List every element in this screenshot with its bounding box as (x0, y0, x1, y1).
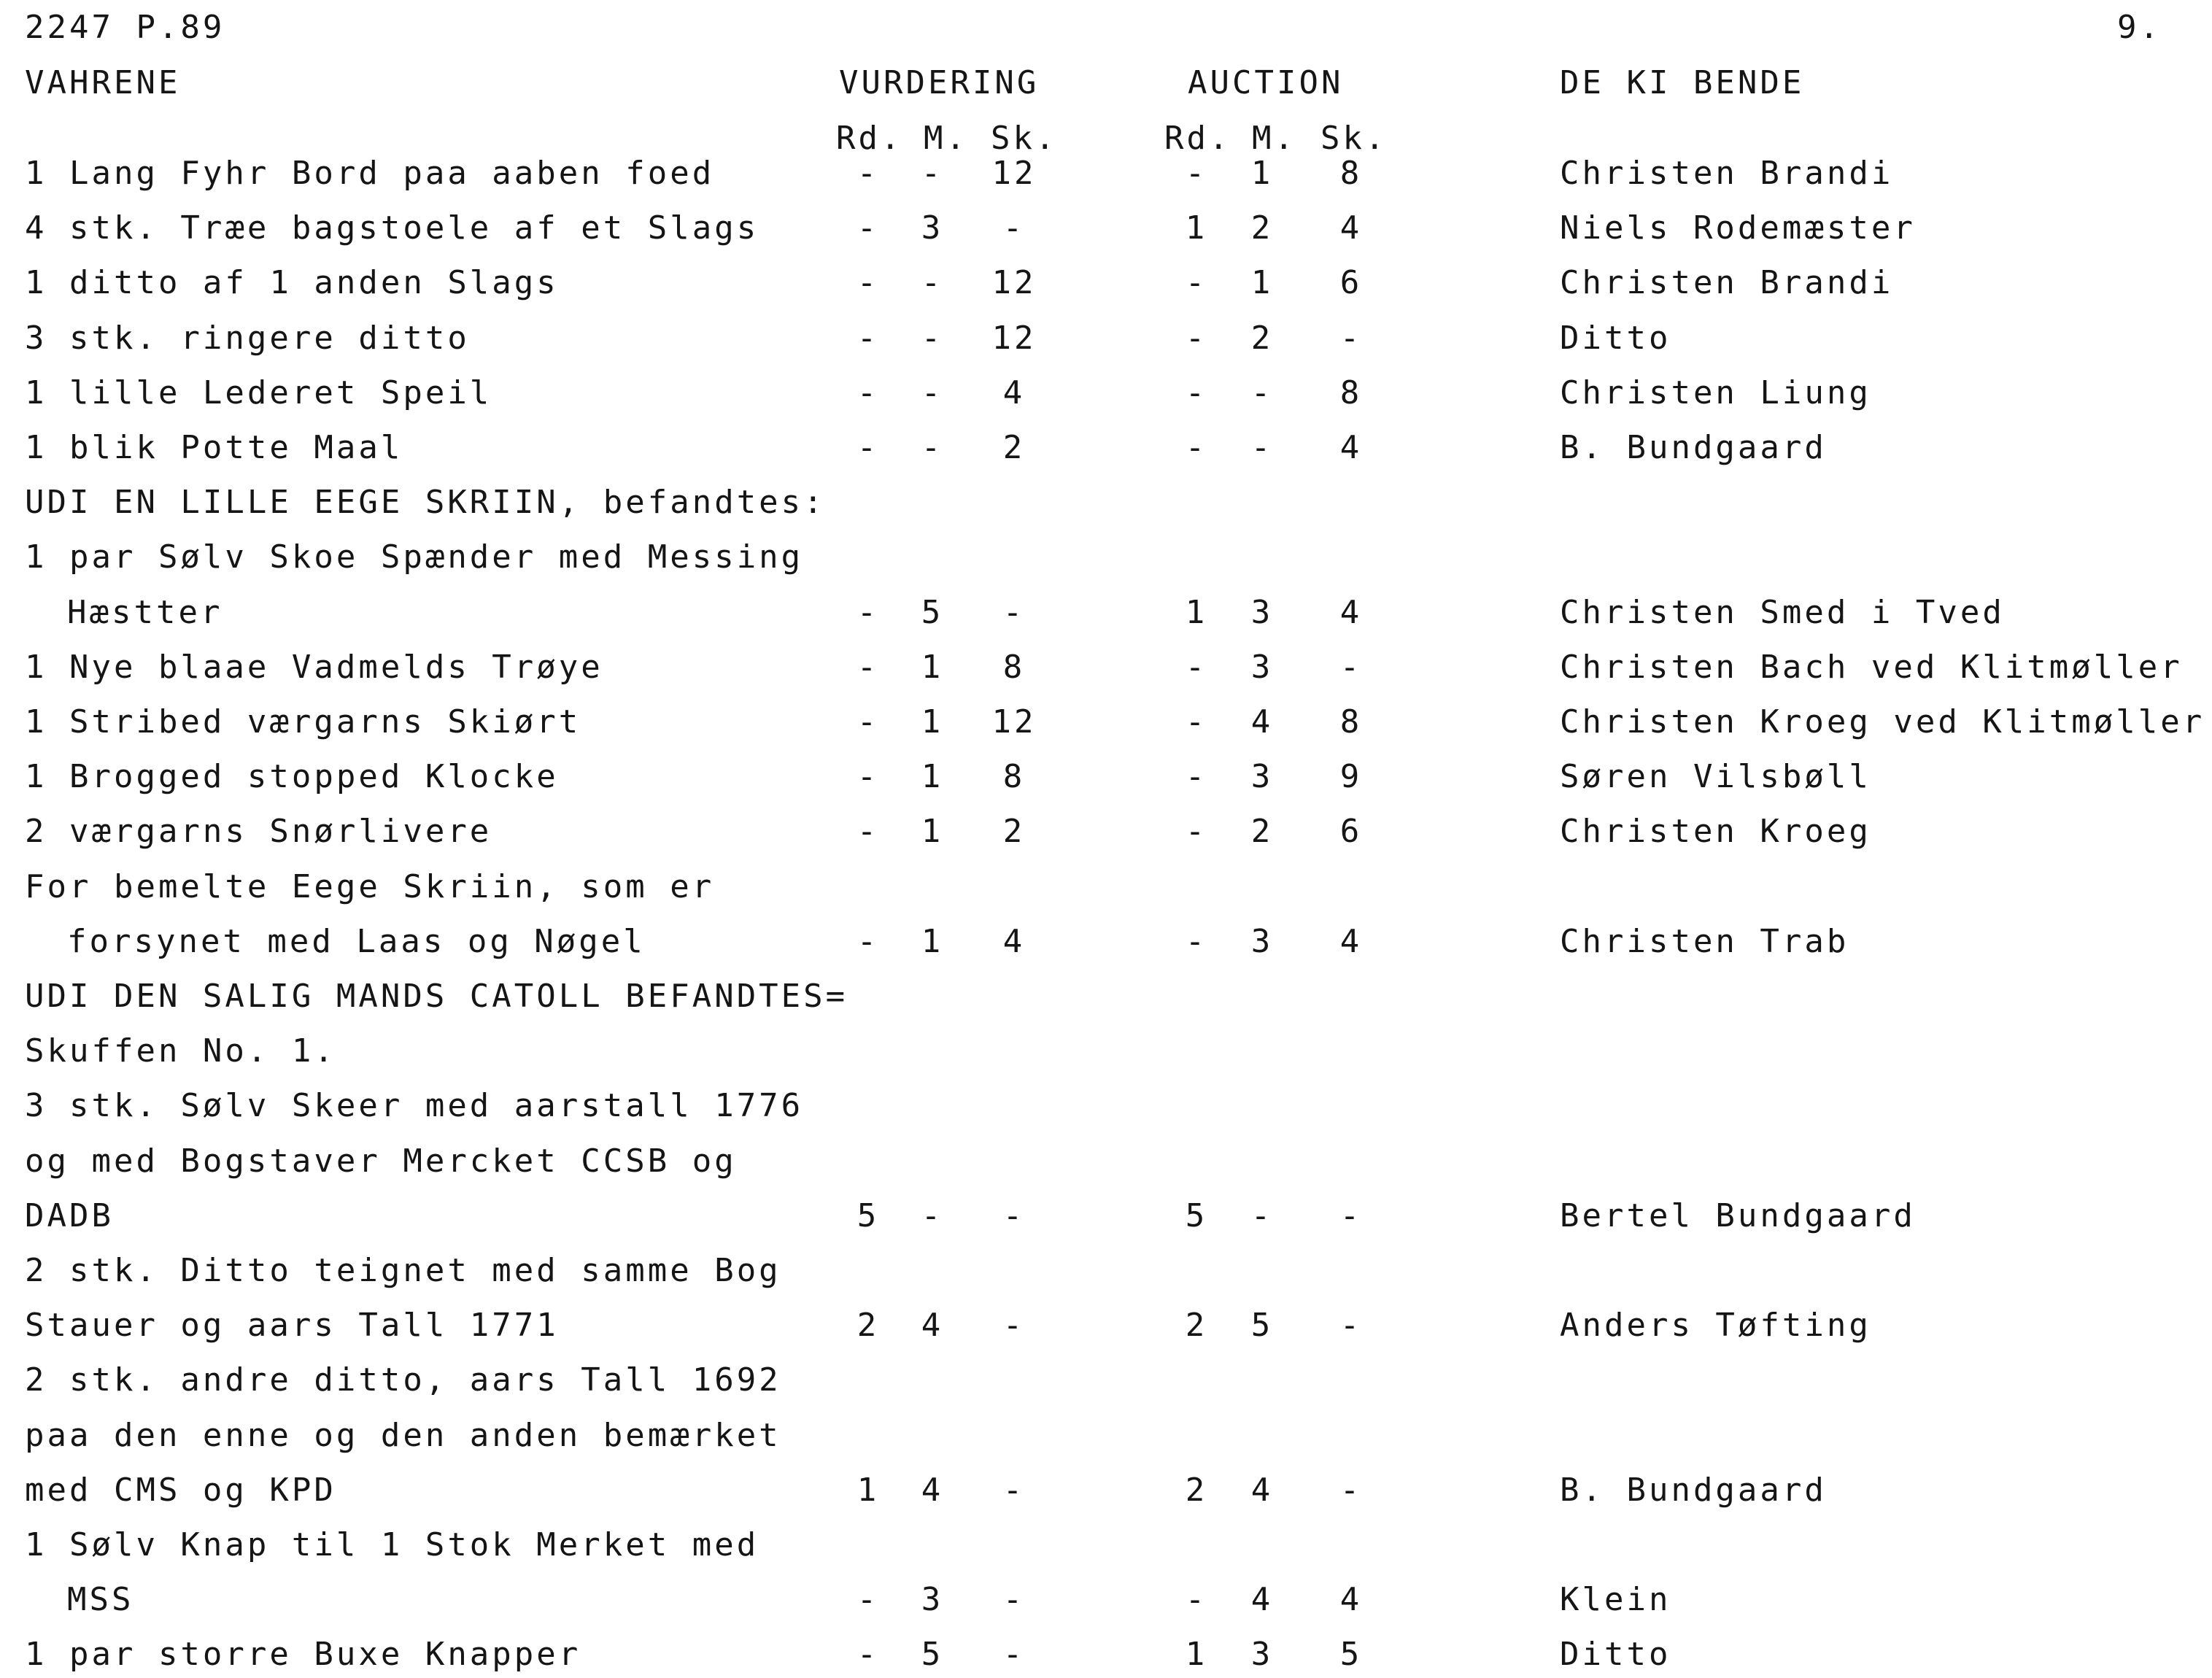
valuation-sk: 4 (1002, 374, 1026, 411)
item-description: Hæstter (67, 594, 223, 631)
valuation-sk: - (1002, 1581, 1026, 1618)
valuation-m: 1 (921, 649, 944, 686)
valuation-m: 1 (921, 703, 944, 741)
item-description: paa den enne og den anden bemærket (25, 1417, 781, 1454)
valuation-sk: 4 (1002, 923, 1026, 960)
auction-rd: - (1185, 320, 1208, 357)
auction-rd: 2 (1185, 1307, 1208, 1344)
valuation-m: 5 (921, 1636, 944, 1673)
auction-sk: - (1339, 1307, 1363, 1344)
valuation-m: - (921, 264, 944, 301)
valuation-rd: - (856, 264, 880, 301)
item-description: 2 værgarns Snørlivere (25, 813, 492, 850)
auction-rd: - (1185, 758, 1208, 795)
item-description: 1 lille Lederet Speil (25, 374, 492, 411)
valuation-sk: - (1002, 594, 1026, 631)
valuation-rd: 1 (856, 1472, 880, 1509)
valuation-sk: 2 (1002, 813, 1026, 850)
item-description: 1 Brogged stopped Klocke (25, 758, 559, 795)
auction-m: 4 (1250, 1472, 1274, 1509)
valuation-sk: 12 (991, 320, 1037, 357)
valuation-rd: - (856, 594, 880, 631)
valuation-rd: - (856, 1636, 880, 1673)
auction-sk: - (1339, 1197, 1363, 1234)
valuation-rd: - (856, 209, 880, 247)
item-description: 2 stk. andre ditto, aars Tall 1692 (25, 1361, 781, 1399)
buyer-name: B. Bundgaard (1560, 1472, 1827, 1509)
buyer-name: Christen Brandi (1560, 155, 1894, 192)
valuation-sk: 8 (1002, 649, 1026, 686)
auction-rd: 2 (1185, 1472, 1208, 1509)
item-description: For bemelte Eege Skriin, som er (25, 868, 715, 905)
document-ref: 2247 P.89 (25, 9, 225, 46)
valuation-sk: - (1002, 1307, 1026, 1344)
item-description: 1 Lang Fyhr Bord paa aaben foed (25, 155, 715, 192)
valuation-rd: - (856, 429, 880, 466)
unit-sk-valuation: Sk. (991, 120, 1058, 157)
valuation-m: 3 (921, 209, 944, 247)
auction-m: 1 (1250, 155, 1274, 192)
valuation-rd: - (856, 649, 880, 686)
valuation-rd: - (856, 1581, 880, 1618)
valuation-m: 1 (921, 923, 944, 960)
auction-rd: - (1185, 429, 1208, 466)
auction-rd: 1 (1185, 209, 1208, 247)
item-description: UDI DEN SALIG MANDS CATOLL BEFANDTES= (25, 978, 848, 1015)
item-description: Stauer og aars Tall 1771 (25, 1307, 559, 1344)
valuation-m: - (921, 1197, 944, 1234)
auction-rd: - (1185, 649, 1208, 686)
auction-rd: - (1185, 374, 1208, 411)
valuation-sk: 12 (991, 703, 1037, 741)
valuation-m: - (921, 374, 944, 411)
item-description: 1 blik Potte Maal (25, 429, 403, 466)
item-description: 1 par storre Buxe Knapper (25, 1636, 581, 1673)
auction-sk: 8 (1339, 155, 1363, 192)
item-description: 1 par Sølv Skoe Spænder med Messing (25, 538, 804, 576)
valuation-rd: 5 (856, 1197, 880, 1234)
auction-m: 1 (1250, 264, 1274, 301)
auction-sk: 8 (1339, 374, 1363, 411)
item-description: og med Bogstaver Mercket CCSB og (25, 1142, 737, 1180)
auction-sk: 6 (1339, 813, 1363, 850)
valuation-sk: - (1002, 1472, 1026, 1509)
valuation-m: 4 (921, 1472, 944, 1509)
buyer-name: Christen Brandi (1560, 264, 1894, 301)
auction-m: 3 (1250, 594, 1274, 631)
valuation-sk: 2 (1002, 429, 1026, 466)
auction-m: 2 (1250, 813, 1274, 850)
item-description: 1 Nye blaae Vadmelds Trøye (25, 649, 603, 686)
auction-sk: 4 (1339, 594, 1363, 631)
valuation-m: 1 (921, 758, 944, 795)
valuation-m: - (921, 429, 944, 466)
auction-m: 5 (1250, 1307, 1274, 1344)
auction-sk: 9 (1339, 758, 1363, 795)
valuation-m: - (921, 320, 944, 357)
item-description: 1 Sølv Knap til 1 Stok Merket med (25, 1526, 759, 1563)
valuation-sk: 12 (991, 155, 1037, 192)
col-header-valuation: VURDERING (839, 64, 1040, 101)
valuation-rd: - (856, 923, 880, 960)
item-description: MSS (67, 1581, 134, 1618)
item-description: 3 stk. ringere ditto (25, 320, 470, 357)
item-description: 3 stk. Sølv Skeer med aarstall 1776 (25, 1087, 804, 1124)
auction-sk: 6 (1339, 264, 1363, 301)
auction-rd: - (1185, 813, 1208, 850)
buyer-name: Christen Trab (1560, 923, 1849, 960)
auction-rd: 1 (1185, 594, 1208, 631)
auction-rd: - (1185, 1581, 1208, 1618)
auction-sk: 4 (1339, 429, 1363, 466)
auction-sk: 4 (1339, 923, 1363, 960)
valuation-rd: 2 (856, 1307, 880, 1344)
item-description: 4 stk. Træe bagstoele af et Slags (25, 209, 759, 247)
valuation-rd: - (856, 813, 880, 850)
auction-rd: - (1185, 703, 1208, 741)
valuation-sk: 8 (1002, 758, 1026, 795)
auction-m: 3 (1250, 923, 1274, 960)
buyer-name: Anders Tøfting (1560, 1307, 1871, 1344)
valuation-sk: 12 (991, 264, 1037, 301)
auction-m: 4 (1250, 1581, 1274, 1618)
valuation-rd: - (856, 155, 880, 192)
unit-m-valuation: M. (924, 120, 968, 157)
buyer-name: Christen Kroeg ved Klitmøller (1560, 703, 2205, 741)
auction-m: - (1250, 1197, 1274, 1234)
auction-m: 3 (1250, 649, 1274, 686)
buyer-name: Ditto (1560, 1636, 1671, 1673)
valuation-sk: - (1002, 1636, 1026, 1673)
buyer-name: Niels Rodemæster (1560, 209, 1916, 247)
valuation-sk: - (1002, 1197, 1026, 1234)
auction-m: 4 (1250, 703, 1274, 741)
valuation-rd: - (856, 374, 880, 411)
buyer-name: Christen Kroeg (1560, 813, 1871, 850)
auction-m: 2 (1250, 320, 1274, 357)
buyer-name: Ditto (1560, 320, 1671, 357)
valuation-m: 5 (921, 594, 944, 631)
unit-sk-auction: Sk. (1320, 120, 1388, 157)
page-number: 9. (2117, 9, 2162, 46)
valuation-m: 1 (921, 813, 944, 850)
auction-sk: 4 (1339, 1581, 1363, 1618)
item-description: forsynet med Laas og Nøgel (67, 923, 646, 960)
item-description: UDI EN LILLE EEGE SKRIIN, befandtes: (25, 484, 826, 521)
valuation-rd: - (856, 703, 880, 741)
valuation-sk: - (1002, 209, 1026, 247)
valuation-m: 4 (921, 1307, 944, 1344)
auction-m: 3 (1250, 1636, 1274, 1673)
buyer-name: Bertel Bundgaard (1560, 1197, 1916, 1234)
auction-rd: - (1185, 264, 1208, 301)
auction-sk: - (1339, 649, 1363, 686)
buyer-name: Klein (1560, 1581, 1671, 1618)
auction-sk: - (1339, 320, 1363, 357)
valuation-rd: - (856, 320, 880, 357)
buyer-name: B. Bundgaard (1560, 429, 1827, 466)
col-header-auction: AUCTION (1188, 64, 1344, 101)
auction-sk: - (1339, 1472, 1363, 1509)
col-header-buyers: DE KI BENDE (1560, 64, 1805, 101)
auction-m: 3 (1250, 758, 1274, 795)
auction-sk: 5 (1339, 1636, 1363, 1673)
auction-rd: - (1185, 155, 1208, 192)
buyer-name: Christen Bach ved Klitmøller (1560, 649, 2183, 686)
item-description: Skuffen No. 1. (25, 1032, 336, 1070)
item-description: 1 ditto af 1 anden Slags (25, 264, 559, 301)
buyer-name: Søren Vilsbøll (1560, 758, 1871, 795)
auction-sk: 8 (1339, 703, 1363, 741)
auction-rd: - (1185, 923, 1208, 960)
col-header-items: VAHRENE (25, 64, 181, 101)
valuation-m: - (921, 155, 944, 192)
auction-rd: 5 (1185, 1197, 1208, 1234)
buyer-name: Christen Smed i Tved (1560, 594, 2005, 631)
auction-m: - (1250, 429, 1274, 466)
item-description: 1 Stribed værgarns Skiørt (25, 703, 581, 741)
buyer-name: Christen Liung (1560, 374, 1871, 411)
unit-m-auction: M. (1252, 120, 1296, 157)
auction-sk: 4 (1339, 209, 1363, 247)
valuation-rd: - (856, 758, 880, 795)
auction-m: 2 (1250, 209, 1274, 247)
valuation-m: 3 (921, 1581, 944, 1618)
item-description: med CMS og KPD (25, 1472, 336, 1509)
unit-rd-valuation: Rd. (836, 120, 903, 157)
item-description: DADB (25, 1197, 114, 1234)
auction-rd: 1 (1185, 1636, 1208, 1673)
unit-rd-auction: Rd. (1164, 120, 1231, 157)
item-description: 2 stk. Ditto teignet med samme Bog (25, 1252, 781, 1289)
auction-m: - (1250, 374, 1274, 411)
